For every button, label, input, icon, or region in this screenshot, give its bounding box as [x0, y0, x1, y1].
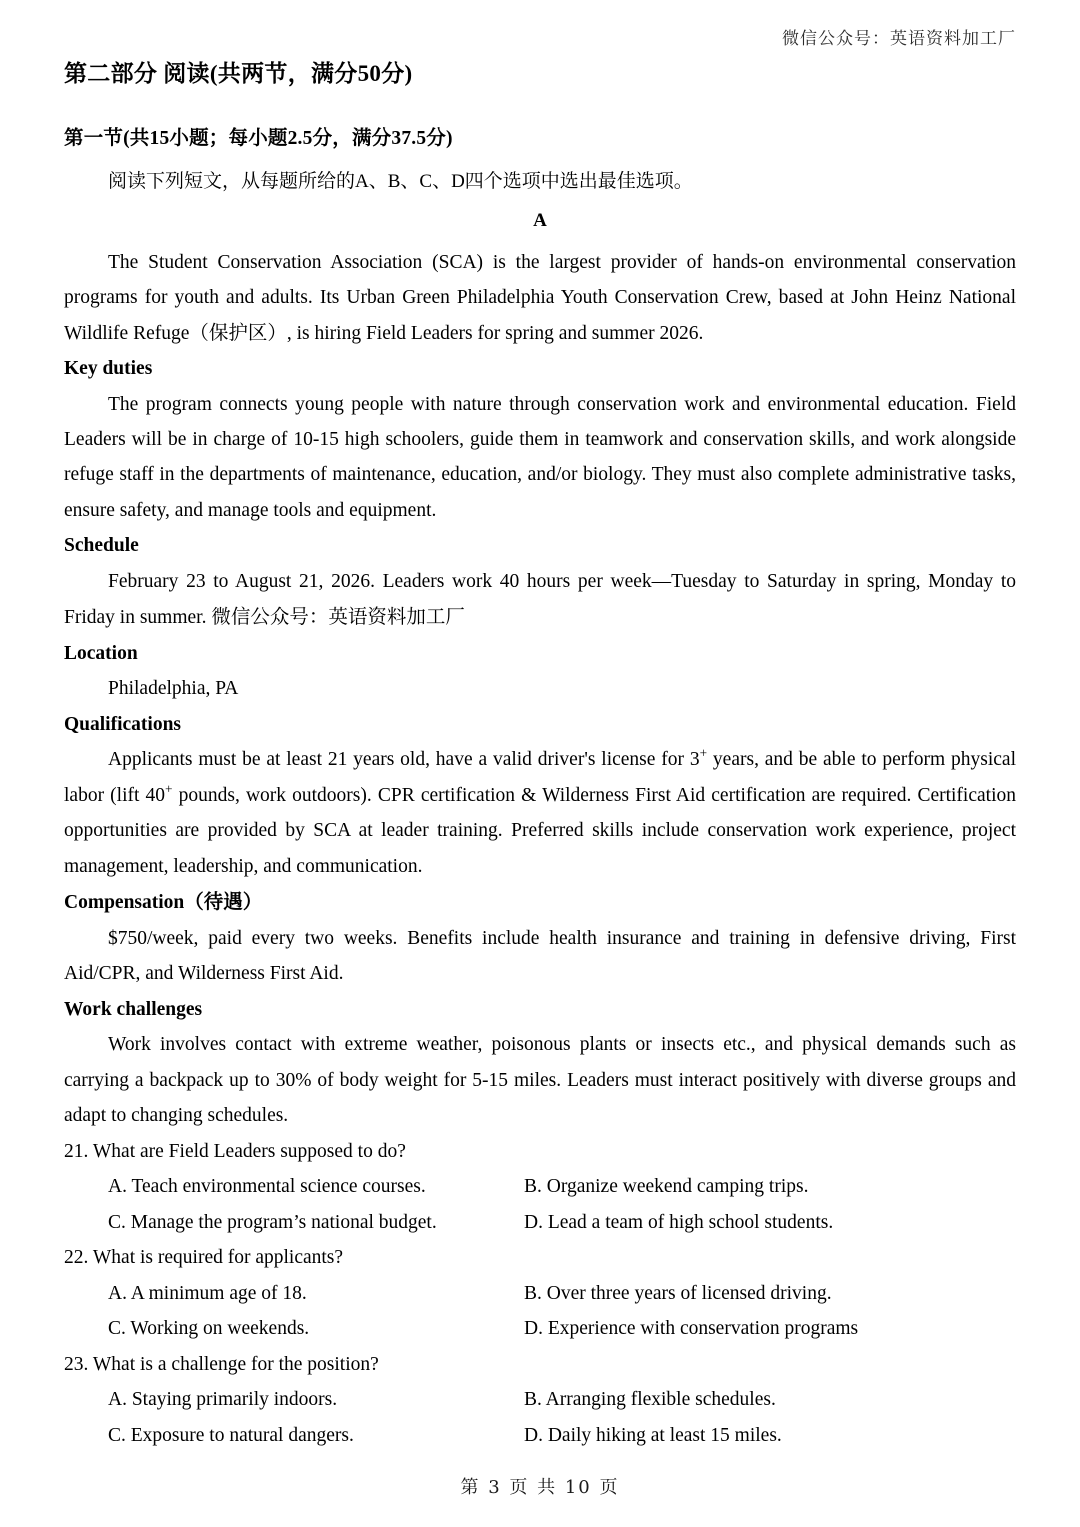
option-b[interactable]: B. Arranging flexible schedules.	[524, 1389, 776, 1411]
instruction-text: 阅读下列短文，从每题所给的A、B、C、D四个选项中选出最佳选项。	[108, 170, 693, 192]
location-paragraph: Philadelphia, PA	[108, 678, 239, 700]
passage-intro-paragraph: The Student Conservation Association (SCA) is the largest provider of hands-on environmental conservation programs for youth and adults. Its Urban Green Philadelphia Youth Conservation Crew, based at John Heinz National Wildlife Refuge（保护区）, is hiring Field Leaders for spring and summer 2026.	[64, 251, 1016, 344]
subheading-label: Location	[64, 642, 138, 664]
question-options-row	[64, 1205, 1016, 1240]
option-d[interactable]: D. Experience with conservation programs	[524, 1318, 859, 1340]
qualifications-text-2: years, and be able to perform physical labor (lift 40	[64, 749, 1016, 806]
superscript-plus-pounds: +	[165, 781, 173, 797]
question-options-row	[64, 1311, 1016, 1346]
question-options-row	[64, 1169, 1016, 1204]
option-d[interactable]: D. Daily hiking at least 15 miles.	[524, 1424, 782, 1446]
subheading-label: Compensation	[64, 892, 185, 914]
passage-label: A	[533, 210, 547, 232]
option-b[interactable]: B. Over three years of licensed driving.	[524, 1282, 832, 1304]
subheading-label: Schedule	[64, 535, 139, 557]
header-watermark: 微信公众号：英语资料加工厂	[782, 29, 1016, 49]
option-b[interactable]: B. Organize weekend camping trips.	[524, 1176, 809, 1198]
question-21	[64, 1134, 1016, 1240]
question-options-row	[64, 1276, 1016, 1311]
subheading-qualifications	[64, 707, 1016, 742]
subheading-compensation	[64, 884, 1016, 920]
qualifications-text-1: Applicants must be at least 21 years old, have a valid driver's license for 3	[108, 749, 700, 771]
question-22	[64, 1240, 1016, 1346]
question-options-row	[64, 1382, 1016, 1417]
subheading-schedule	[64, 528, 1016, 563]
question-options-row	[64, 1418, 1016, 1453]
question-stem: 21. What are Field Leaders supposed to do?	[64, 1140, 406, 1162]
schedule-text: February 23 to August 21, 2026. Leaders work 40 hours per week—Tuesday to Saturday in spring, Monday to Friday in summer.	[64, 570, 1016, 629]
qualifications-text-3: pounds, work outdoors). CPR certification & Wilderness First Aid certification are required. Certification opportunities are provided by SCA at leader training. Preferred skills include conservation work experience, project management, leadership, and communication.	[64, 784, 1016, 877]
compensation-paragraph: $750/week, paid every two weeks. Benefits include health insurance and training in defensive driving, First Aid/CPR, and Wilderness First Aid.	[64, 927, 1016, 985]
part-title: 第二部分 阅读(共两节，满分50分)	[64, 61, 413, 86]
option-c[interactable]: C. Exposure to natural dangers.	[108, 1424, 354, 1446]
option-a[interactable]: A. Teach environmental science courses.	[108, 1176, 426, 1198]
subheading-location	[64, 636, 1016, 671]
question-stem: 23. What is a challenge for the position?	[64, 1353, 379, 1375]
option-a[interactable]: A. A minimum age of 18.	[108, 1282, 307, 1304]
option-d[interactable]: D. Lead a team of high school students.	[524, 1211, 834, 1233]
qualifications-paragraph	[64, 742, 1016, 884]
superscript-plus-years: +	[699, 745, 708, 761]
key-duties-paragraph: The program connects young people with nature through conservation work and environmental education. Field Leaders will be in charge of 10-15 high schoolers, guide them in teamwork and conservation skills, and work alongside refuge staff in the departments of maintenance, education, and/or biology. They must also complete administrative tasks, ensure safety, and manage tools and equipment.	[64, 393, 1016, 521]
subheading-key-duties	[64, 351, 1016, 386]
question-23	[64, 1347, 1016, 1453]
subheading-label: Key duties	[64, 358, 153, 380]
option-a[interactable]: A. Staying primarily indoors.	[108, 1389, 338, 1411]
page-content	[64, 60, 1016, 1453]
subheading-label: Work challenges	[64, 998, 203, 1020]
page-footer: 第 3 页 共 10 页	[460, 1477, 620, 1498]
inline-watermark: 微信公众号：英语资料加工厂	[211, 605, 465, 629]
subheading-label: Qualifications	[64, 713, 182, 735]
work-challenges-paragraph: Work involves contact with extreme weather, poisonous plants or insects etc., and physical demands such as carrying a backpack up to 30% of body weight for 5-15 miles. Leaders must interact positively with diverse groups and adapt to changing schedules.	[64, 1034, 1016, 1127]
subheading-work-challenges	[64, 992, 1016, 1027]
schedule-paragraph	[64, 564, 1016, 636]
option-c[interactable]: C. Manage the program’s national budget.	[108, 1211, 437, 1233]
section-title: 第一节(共15小题；每小题2.5分，满分37.5分)	[64, 127, 453, 149]
option-c[interactable]: C. Working on weekends.	[108, 1318, 310, 1340]
question-stem: 22. What is required for applicants?	[64, 1247, 344, 1269]
subheading-gloss: （待遇）	[184, 890, 263, 914]
